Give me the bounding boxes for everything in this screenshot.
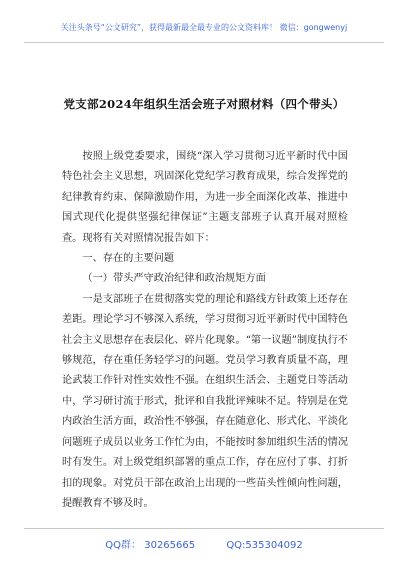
document-body: [62, 147, 348, 514]
intro-paragraph: 按照上级党委要求，围绕“深入学习贯彻习近平新时代中国特色社会主义思想，巩固深化党纪学习教育成果，综合发挥党的纪律教育约束、保障激励作用，为进一步全面深化改革、推进中国式现代化提供坚强纪律保证”主题支部班子认真开展对照检查。现将有关对照情况报告如下：: [62, 151, 348, 244]
section-heading: 一、存在的主要问题: [82, 253, 175, 265]
footer: [0, 536, 408, 551]
subsection-heading: （一）带头严守政治纪律和政治规矩方面: [82, 273, 266, 285]
footer-qq: QQ:535304092: [226, 540, 303, 551]
header-banner: 关注头条号“公文研究”，获得最新最全最专业的公文资料库！ 微信：gongwenyj: [60, 23, 348, 32]
document-title: 党支部2024年组织生活会班子对照材料（四个带头）: [63, 97, 345, 111]
footer-divider: [24, 528, 384, 529]
body-paragraph: 一是支部班子在贯彻落实党的理论和路线方针政策上还存在差距。理论学习不够深入系统，学习贯彻习近平新时代中国特色社会主义思想存在表层化、碎片化现象。“第一议题”制度执行不够规范，存在重任务轻学习的问题。党员学习教育质量不高，理论武装工作针对性实效性不强。在组织生活会、主题党日等活动中，学习研讨流于形式，批评和自我批评辣味不足。特别是在党内政治生活方面，政治性不够强，存在随意化、形式化、平淡化问题班子成员以业务工作忙为由，不能按时参加组织生活的情况时有发生。对上级党组织部署的重点工作，存在应付了事、打折扣的现象。对党员干部在政治上出现的一些苗头性倾向性问题，提醒教育不够及时。: [62, 293, 348, 509]
footer-qq-group: QQ群： 30265665: [105, 540, 196, 551]
header-divider: [24, 42, 384, 43]
